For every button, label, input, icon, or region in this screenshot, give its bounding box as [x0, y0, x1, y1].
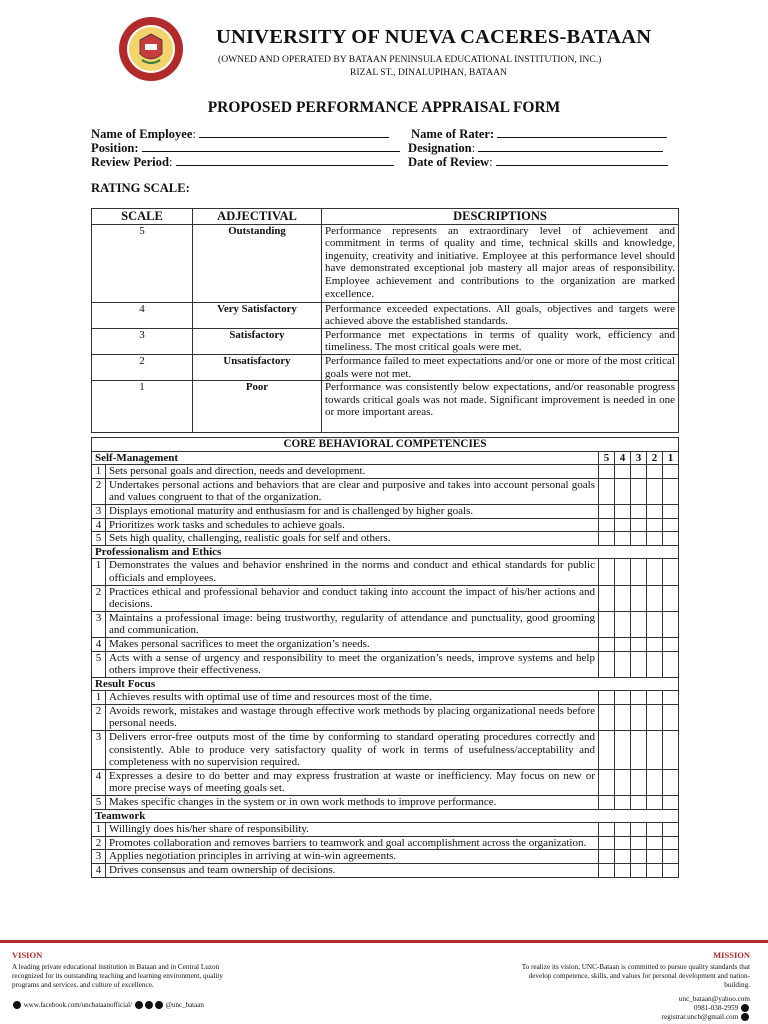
rating-cell-5[interactable]	[599, 691, 615, 705]
rating-cell-2[interactable]	[647, 559, 663, 585]
rating-scale-table	[91, 208, 679, 433]
rating-cell-5[interactable]	[599, 585, 615, 611]
social-links	[12, 1001, 204, 1009]
competency-row	[92, 504, 679, 518]
rating-cell-5[interactable]	[599, 769, 615, 795]
rating-cell-2[interactable]	[647, 651, 663, 677]
rating-cell-5[interactable]	[599, 651, 615, 677]
rating-cell-4[interactable]	[615, 651, 631, 677]
date-review-field[interactable]: Date of Review:	[408, 154, 668, 170]
rating-cell-3[interactable]	[631, 823, 647, 837]
rating-cell-1[interactable]	[663, 836, 679, 850]
rating-cell-3[interactable]	[631, 518, 647, 532]
competency-row	[92, 731, 679, 770]
competency-statement: Undertakes personal actions and behaviors that are clear and purposive and takes into account personal goals and values congruent to that of the organization.	[106, 478, 599, 504]
competency-statement: Drives consensus and team ownership of decisions.	[106, 864, 599, 878]
university-name: UNIVERSITY OF NUEVA CACERES-BATAAN	[216, 26, 652, 48]
item-number: 5	[92, 796, 106, 810]
form-title: PROPOSED PERFORMANCE APPRAISAL FORM	[207, 99, 561, 116]
address-line: RIZAL ST., DINALUPIHAN, BATAAN	[350, 67, 507, 78]
category-result-focus: Result Focus	[92, 677, 679, 691]
competency-statement: Prioritizes work tasks and schedules to achieve goals.	[106, 518, 599, 532]
rating-cell-5[interactable]	[599, 796, 615, 810]
rating-cell-4[interactable]	[615, 836, 631, 850]
competency-row	[92, 691, 679, 705]
rating-cell-3[interactable]	[631, 769, 647, 795]
rating-cell-2[interactable]	[647, 478, 663, 504]
rating-cell-2[interactable]	[647, 637, 663, 651]
competency-row	[92, 796, 679, 810]
rating-cell-4[interactable]	[615, 611, 631, 637]
item-number: 4	[92, 518, 106, 532]
rating-cell-1[interactable]	[663, 518, 679, 532]
adjectival-value: Outstanding	[193, 224, 322, 302]
competency-row	[92, 704, 679, 730]
scale-row	[92, 354, 679, 380]
facebook-icon	[13, 1001, 21, 1009]
competency-statement: Avoids rework, mistakes and wastage through effective work methods by placing organizational needs before personal needs.	[106, 704, 599, 730]
scale-value: 3	[92, 328, 193, 354]
rating-cell-2[interactable]	[647, 465, 663, 479]
rating-cell-3[interactable]	[631, 704, 647, 730]
item-number: 5	[92, 651, 106, 677]
item-number: 4	[92, 769, 106, 795]
rating-cell-1[interactable]	[663, 585, 679, 611]
competencies-title-row	[92, 438, 679, 452]
rating-cell-3[interactable]	[631, 611, 647, 637]
review-period-blank[interactable]	[176, 154, 394, 166]
competency-statement: Applies negotiation principles in arriving at win-win agreements.	[106, 850, 599, 864]
rating-cell-2[interactable]	[647, 504, 663, 518]
competency-row	[92, 532, 679, 546]
scale-description: Performance represents an extraordinary level of achievement and commitment in terms of quality and time, technical skills and knowledge, ingenuity, creativity and initiative. Employee at this performance level should have demonstrated exceptional job mastery all major areas of responsibility. Employee achievement and contributions to the organization are marked excellence.	[322, 224, 679, 302]
rating-cell-3[interactable]	[631, 465, 647, 479]
rating-cell-5[interactable]	[599, 731, 615, 770]
rating-cell-4[interactable]	[615, 504, 631, 518]
rating-cell-5[interactable]	[599, 704, 615, 730]
category-self-management: Self-Management	[92, 451, 599, 465]
letterhead	[0, 0, 768, 90]
footer-divider	[0, 940, 768, 943]
rating-cell-3[interactable]	[631, 532, 647, 546]
rating-cell-5[interactable]	[599, 518, 615, 532]
rating-cell-1[interactable]	[663, 864, 679, 878]
rating-cell-5[interactable]	[599, 532, 615, 546]
rating-cell-2[interactable]	[647, 796, 663, 810]
item-number: 3	[92, 731, 106, 770]
rating-cell-4[interactable]	[615, 823, 631, 837]
date-review-blank[interactable]	[496, 154, 668, 166]
rating-cell-3[interactable]	[631, 864, 647, 878]
competencies-table	[91, 437, 679, 878]
scale-row	[92, 224, 679, 302]
designation-label: Designation	[408, 141, 472, 155]
competency-statement: Sets high quality, challenging, realistic goals for self and others.	[106, 532, 599, 546]
competencies-title: CORE BEHAVIORAL COMPETENCIES	[92, 438, 679, 452]
rating-cell-5[interactable]	[599, 504, 615, 518]
designation-blank[interactable]	[478, 140, 663, 152]
adjectival-value: Satisfactory	[193, 328, 322, 354]
designation-field[interactable]: Designation:	[408, 140, 663, 156]
rating-cell-1[interactable]	[663, 478, 679, 504]
rating-cell-3[interactable]	[631, 585, 647, 611]
rating-cell-2[interactable]	[647, 704, 663, 730]
rating-cell-3[interactable]	[631, 504, 647, 518]
category-professionalism: Professionalism and Ethics	[92, 545, 679, 559]
rating-cell-1[interactable]	[663, 504, 679, 518]
scale-header: SCALE	[92, 209, 193, 225]
rating-cell-4[interactable]	[615, 704, 631, 730]
adjectival-value: Unsatisfactory	[193, 354, 322, 380]
rating-cell-1[interactable]	[663, 637, 679, 651]
adjectival-value: Poor	[193, 381, 322, 433]
scale-description: Performance met expectations in terms of quality work, efficiency and timeliness. The most critical goals were met.	[322, 328, 679, 354]
competency-row	[92, 637, 679, 651]
rating-cell-3[interactable]	[631, 850, 647, 864]
mission-title: MISSION	[713, 950, 750, 960]
item-number: 2	[92, 585, 106, 611]
phone-number[interactable]: 0981-038-2959	[693, 1004, 739, 1012]
rating-cell-1[interactable]	[663, 796, 679, 810]
rating-cell-4[interactable]	[615, 731, 631, 770]
rating-cell-1[interactable]	[663, 691, 679, 705]
scale-value: 5	[92, 224, 193, 302]
rating-cell-1[interactable]	[663, 465, 679, 479]
rating-cell-3[interactable]	[631, 836, 647, 850]
rating-header: 2	[647, 451, 663, 465]
scale-description: Performance exceeded expectations. All goals, objectives and targets were achieved above the established standards.	[322, 302, 679, 328]
rating-header: 3	[631, 451, 647, 465]
competency-row	[92, 478, 679, 504]
rating-cell-5[interactable]	[599, 611, 615, 637]
scale-description: Performance was consistently below expectations, and/or reasonable progress towards critical goals was not made. Significant improvement is needed in one or more important areas.	[322, 381, 679, 433]
competency-statement: Displays emotional maturity and enthusiasm for and is challenged by higher goals.	[106, 504, 599, 518]
competency-statement: Demonstrates the values and behavior enshrined in the norms and conduct and ethical standards for public officials and employees.	[106, 559, 599, 585]
rating-cell-5[interactable]	[599, 637, 615, 651]
mission-text: To realize its vision, UNC-Bataan is committed to pursue quality standards that develop competence, skills, and values for personal development and nation-building.	[521, 963, 750, 989]
owner-line: (OWNED AND OPERATED BY BATAAN PENINSULA EDUCATIONAL INSTITUTION, INC.)	[218, 54, 602, 65]
category-row	[92, 677, 679, 691]
competency-statement: Expresses a desire to do better and may express frustration at waste or inefficiency. May focus on new or more precise ways of meeting goals set.	[106, 769, 599, 795]
rating-cell-4[interactable]	[615, 518, 631, 532]
phone-icon	[741, 1004, 749, 1012]
rating-cell-4[interactable]	[615, 532, 631, 546]
rater-blank[interactable]	[497, 126, 667, 138]
rating-cell-2[interactable]	[647, 691, 663, 705]
rating-cell-2[interactable]	[647, 823, 663, 837]
category-teamwork: Teamwork	[92, 809, 679, 823]
rating-header: 4	[615, 451, 631, 465]
competency-row	[92, 559, 679, 585]
rating-cell-3[interactable]	[631, 478, 647, 504]
competency-statement: Makes personal sacrifices to meet the organization’s needs.	[106, 637, 599, 651]
vision-title: VISION	[12, 950, 43, 960]
rater-label: Name of Rater:	[411, 127, 495, 141]
scale-value: 2	[92, 354, 193, 380]
rating-cell-4[interactable]	[615, 465, 631, 479]
competency-row	[92, 585, 679, 611]
adjectival-value: Very Satisfactory	[193, 302, 322, 328]
rating-cell-1[interactable]	[663, 850, 679, 864]
rating-cell-5[interactable]	[599, 836, 615, 850]
youtube-icon	[145, 1001, 153, 1009]
competency-statement: Willingly does his/her share of responsibility.	[106, 823, 599, 837]
item-number: 1	[92, 559, 106, 585]
scale-value: 1	[92, 381, 193, 433]
rating-cell-3[interactable]	[631, 796, 647, 810]
competency-row	[92, 850, 679, 864]
employee-blank[interactable]	[199, 126, 389, 138]
twitter-icon	[155, 1001, 163, 1009]
rating-cell-2[interactable]	[647, 836, 663, 850]
facebook-url[interactable]: www.facebook.com/uncbataanofficial/	[23, 1001, 133, 1009]
employee-field[interactable]: Name of Employee:	[91, 126, 389, 142]
rating-cell-4[interactable]	[615, 478, 631, 504]
competency-row	[92, 823, 679, 837]
item-number: 2	[92, 836, 106, 850]
rating-cell-5[interactable]	[599, 864, 615, 878]
instagram-icon	[135, 1001, 143, 1009]
rating-header: 5	[599, 451, 615, 465]
review-period-field[interactable]: Review Period:	[91, 154, 394, 170]
rating-cell-1[interactable]	[663, 559, 679, 585]
competency-statement: Delivers error-free outputs most of the time by conforming to standard operating procedures correctly and consistently. Able to produce very satisfactory quality of work in terms of usefulness/acceptability and completeness with no supervision required.	[106, 731, 599, 770]
rating-cell-4[interactable]	[615, 637, 631, 651]
competency-statement: Achieves results with optimal use of time and resources most of the time.	[106, 691, 599, 705]
competency-statement: Promotes collaboration and removes barriers to teamwork and goal accomplishment across the organization.	[106, 836, 599, 850]
competency-row	[92, 611, 679, 637]
category-row	[92, 809, 679, 823]
university-seal-logo	[118, 16, 184, 82]
item-number: 2	[92, 704, 106, 730]
rating-cell-4[interactable]	[615, 585, 631, 611]
category-row	[92, 451, 679, 465]
rating-cell-1[interactable]	[663, 769, 679, 795]
mail-icon	[741, 1013, 749, 1021]
scale-header-row	[92, 209, 679, 225]
scale-row	[92, 302, 679, 328]
rating-cell-1[interactable]	[663, 731, 679, 770]
item-number: 1	[92, 823, 106, 837]
rating-cell-2[interactable]	[647, 731, 663, 770]
rating-cell-2[interactable]	[647, 769, 663, 795]
item-number: 2	[92, 478, 106, 504]
rating-cell-5[interactable]	[599, 465, 615, 479]
contact-info	[662, 995, 750, 1022]
rating-cell-5[interactable]	[599, 823, 615, 837]
item-number: 4	[92, 864, 106, 878]
email-registrar[interactable]: registrar.uncb@gmail.com	[661, 1013, 739, 1021]
competency-statement: Acts with a sense of urgency and responsibility to meet the organization’s needs, improve systems and help others improve their effectiveness.	[106, 651, 599, 677]
email-primary[interactable]: unc_bataan@yahoo.com	[678, 995, 750, 1003]
vision-text: A leading private educational institution in Bataan and in Central Luzon recognized for its outstanding teaching and learning environment, quality programs and services, and culture of excellence.	[12, 963, 223, 989]
item-number: 1	[92, 691, 106, 705]
item-number: 5	[92, 532, 106, 546]
review-period-label: Review Period	[91, 155, 169, 169]
rating-cell-1[interactable]	[663, 704, 679, 730]
adjectival-header: ADJECTIVAL	[193, 209, 322, 225]
category-row	[92, 545, 679, 559]
rating-cell-1[interactable]	[663, 611, 679, 637]
rating-cell-2[interactable]	[647, 532, 663, 546]
rating-cell-3[interactable]	[631, 731, 647, 770]
rating-cell-1[interactable]	[663, 532, 679, 546]
rating-cell-4[interactable]	[615, 850, 631, 864]
rating-cell-3[interactable]	[631, 559, 647, 585]
competency-row	[92, 836, 679, 850]
rating-header: 1	[663, 451, 679, 465]
rating-cell-1[interactable]	[663, 823, 679, 837]
rating-cell-3[interactable]	[631, 691, 647, 705]
rating-cell-4[interactable]	[615, 691, 631, 705]
scale-row	[92, 381, 679, 433]
item-number: 3	[92, 504, 106, 518]
rating-cell-2[interactable]	[647, 611, 663, 637]
item-number: 1	[92, 465, 106, 479]
employee-label: Name of Employee	[91, 127, 193, 141]
position-label: Position:	[91, 141, 139, 155]
item-number: 4	[92, 637, 106, 651]
rating-cell-3[interactable]	[631, 637, 647, 651]
rating-cell-4[interactable]	[615, 769, 631, 795]
rating-cell-4[interactable]	[615, 559, 631, 585]
rating-cell-2[interactable]	[647, 585, 663, 611]
scale-value: 4	[92, 302, 193, 328]
competency-statement: Sets personal goals and direction, needs and development.	[106, 465, 599, 479]
position-blank[interactable]	[142, 140, 400, 152]
rating-cell-4[interactable]	[615, 864, 631, 878]
rating-cell-5[interactable]	[599, 478, 615, 504]
rating-cell-4[interactable]	[615, 796, 631, 810]
descriptions-header: DESCRIPTIONS	[322, 209, 679, 225]
competency-statement: Practices ethical and professional behavior and conduct taking into account the impact of his/her actions and decisions.	[106, 585, 599, 611]
rating-scale-label: RATING SCALE:	[91, 181, 190, 195]
rating-cell-2[interactable]	[647, 850, 663, 864]
rating-cell-5[interactable]	[599, 559, 615, 585]
competency-statement: Maintains a professional image: being trustworthy, regularity of attendance and punctuality, good grooming and communication.	[106, 611, 599, 637]
competency-row	[92, 864, 679, 878]
rating-cell-1[interactable]	[663, 651, 679, 677]
social-handle[interactable]: @unc_bataan	[165, 1001, 204, 1009]
rating-cell-2[interactable]	[647, 518, 663, 532]
competency-statement: Makes specific changes in the system or in own work methods to improve performance.	[106, 796, 599, 810]
competency-row	[92, 651, 679, 677]
competency-row	[92, 769, 679, 795]
date-review-label: Date of Review	[408, 155, 490, 169]
scale-description: Performance failed to meet expectations and/or one or more of the most critical goals were not met.	[322, 354, 679, 380]
rating-cell-5[interactable]	[599, 850, 615, 864]
rating-cell-2[interactable]	[647, 864, 663, 878]
scale-row	[92, 328, 679, 354]
item-number: 3	[92, 611, 106, 637]
rating-cell-3[interactable]	[631, 651, 647, 677]
competency-row	[92, 518, 679, 532]
item-number: 3	[92, 850, 106, 864]
competency-row	[92, 465, 679, 479]
